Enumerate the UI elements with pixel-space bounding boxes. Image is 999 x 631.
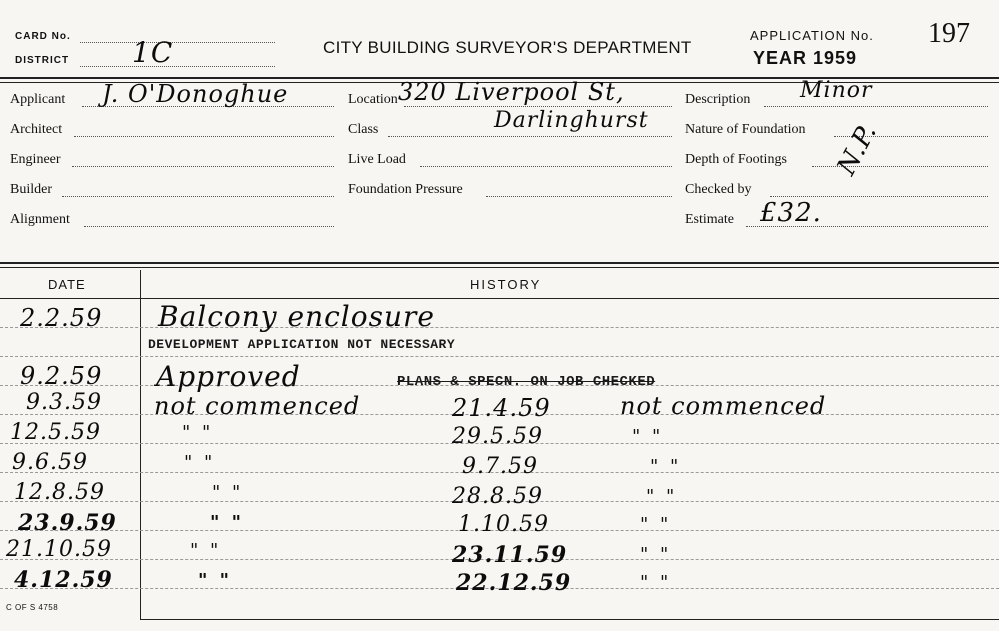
location-label: Location bbox=[348, 92, 398, 107]
live-load-label: Live Load bbox=[348, 152, 406, 167]
builder-line bbox=[62, 196, 334, 197]
ditto-mark: " " bbox=[210, 512, 245, 533]
date-entry: 23.9.59 bbox=[18, 510, 117, 536]
card-no-label: CARD No. bbox=[15, 31, 71, 42]
right-date-entry: 23.11.59 bbox=[452, 542, 568, 568]
right-note-entry: " " bbox=[640, 544, 672, 565]
right-date-entry: 29.5.59 bbox=[452, 424, 543, 449]
class-value: Darlinghurst bbox=[494, 108, 649, 133]
history-entry: Balcony enclosure bbox=[158, 300, 435, 333]
checked-by-label: Checked by bbox=[685, 182, 752, 197]
right-note-entry: not commenced bbox=[620, 392, 827, 420]
date-entry: 21.10.59 bbox=[6, 537, 112, 562]
right-date-entry: 21.4.59 bbox=[452, 394, 551, 422]
location-line bbox=[404, 106, 672, 107]
ditto-mark: " " bbox=[212, 482, 244, 503]
applicant-label: Applicant bbox=[10, 92, 66, 107]
description-label: Description bbox=[685, 92, 751, 107]
applicant-value: J. O'Donoghue bbox=[102, 80, 289, 108]
ruled-line bbox=[0, 327, 999, 328]
nature-of-foundation-label: Nature of Foundation bbox=[685, 122, 806, 137]
date-column-header: DATE bbox=[48, 277, 86, 292]
checked-by-value: N.P. bbox=[831, 118, 884, 180]
estimate-value: £32. bbox=[760, 198, 822, 228]
estimate-label: Estimate bbox=[685, 212, 734, 227]
ditto-mark: " " bbox=[184, 452, 216, 473]
form-code: C OF S 4758 bbox=[6, 603, 59, 612]
date-entry: 9.6.59 bbox=[12, 450, 88, 475]
table-top-rule-thin bbox=[0, 267, 999, 268]
application-number: 197 bbox=[928, 18, 970, 49]
year-label: YEAR 1959 bbox=[753, 48, 858, 68]
history-entry: not commenced bbox=[154, 392, 361, 420]
description-line bbox=[764, 106, 988, 107]
right-note-entry: " " bbox=[650, 456, 682, 477]
ditto-mark: " " bbox=[198, 570, 233, 591]
district-label: DISTRICT bbox=[15, 55, 70, 66]
architect-line bbox=[74, 136, 334, 137]
card-no-line bbox=[80, 42, 275, 43]
right-note-entry: " " bbox=[640, 572, 672, 593]
right-note-entry: " " bbox=[640, 514, 672, 535]
plans-checked-stamp: PLANS & SPECN. ON JOB CHECKED bbox=[397, 374, 656, 390]
class-line bbox=[388, 136, 672, 137]
architect-label: Architect bbox=[10, 122, 63, 137]
engineer-line bbox=[72, 166, 334, 167]
alignment-label: Alignment bbox=[10, 212, 70, 227]
date-entry: 4.12.59 bbox=[14, 567, 113, 593]
depth-of-footings-label: Depth of Footings bbox=[685, 152, 787, 167]
table-top-rule bbox=[0, 262, 999, 264]
date-entry: 2.2.59 bbox=[20, 304, 103, 332]
history-column-header: HISTORY bbox=[470, 277, 542, 292]
department-title: CITY BUILDING SURVEYOR'S DEPARTMENT bbox=[323, 38, 692, 57]
class-label: Class bbox=[348, 122, 379, 137]
checked-by-line bbox=[770, 196, 988, 197]
table-bottom-rule bbox=[140, 619, 999, 620]
ditto-mark: " " bbox=[182, 422, 214, 443]
date-entry: 12.8.59 bbox=[14, 480, 105, 505]
engineer-label: Engineer bbox=[10, 152, 61, 167]
date-entry: 9.2.59 bbox=[20, 362, 103, 390]
right-date-entry: 1.10.59 bbox=[458, 512, 549, 537]
foundation-pressure-label: Foundation Pressure bbox=[348, 182, 463, 197]
district-line bbox=[80, 66, 275, 67]
history-entry: Approved bbox=[156, 360, 301, 393]
ditto-mark: " " bbox=[190, 540, 222, 561]
column-divider bbox=[140, 270, 141, 620]
right-date-entry: 22.12.59 bbox=[456, 570, 572, 596]
header-bottom-rule bbox=[0, 298, 999, 299]
district-value: 1C bbox=[132, 36, 174, 69]
alignment-line bbox=[84, 226, 334, 227]
date-entry: 12.5.59 bbox=[10, 420, 101, 445]
right-date-entry: 28.8.59 bbox=[452, 484, 543, 509]
right-date-entry: 9.7.59 bbox=[462, 454, 538, 479]
ruled-line bbox=[0, 356, 999, 357]
description-value: Minor bbox=[800, 78, 873, 103]
builder-label: Builder bbox=[10, 182, 52, 197]
location-value: 320 Liverpool St, bbox=[398, 78, 625, 106]
right-note-entry: " " bbox=[646, 486, 678, 507]
application-no-label: APPLICATION No. bbox=[750, 28, 874, 43]
date-entry: 9.3.59 bbox=[26, 390, 102, 415]
development-stamp: DEVELOPMENT APPLICATION NOT NECESSARY bbox=[148, 337, 456, 352]
live-load-line bbox=[420, 166, 672, 167]
foundation-pressure-line bbox=[486, 196, 672, 197]
right-note-entry: " " bbox=[632, 426, 664, 447]
